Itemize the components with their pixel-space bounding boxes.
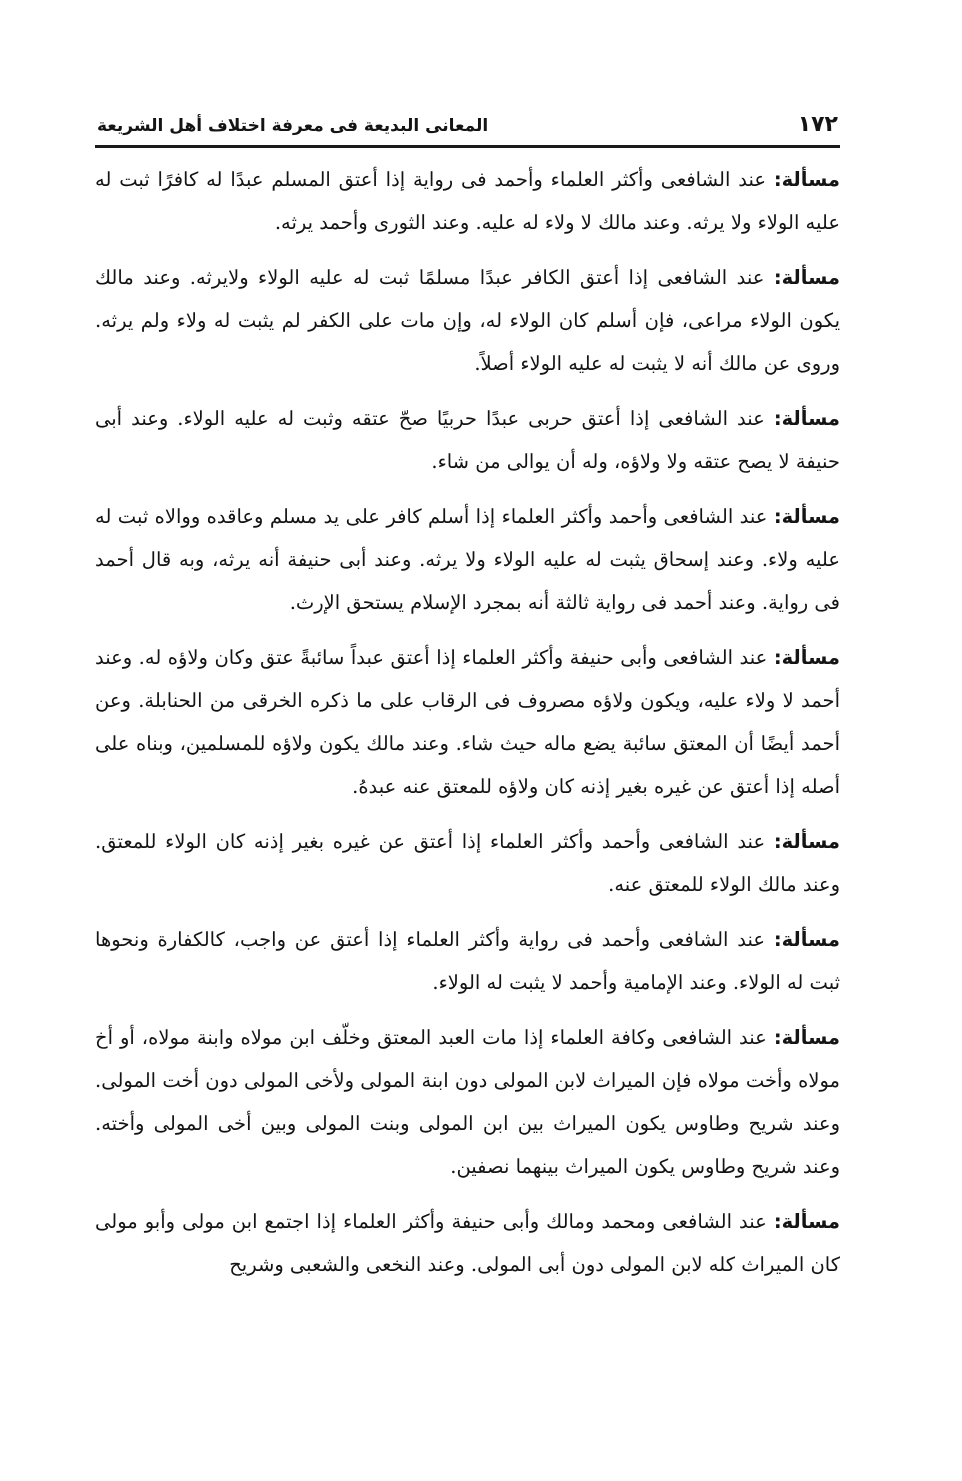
book-title: المعانى البديعة فى معرفة اختلاف أهل الشريعة [97,116,489,136]
issue-label: مسألة: [773,1026,840,1049]
page-body [95,158,840,1286]
page-number: ١٧٢ [797,112,838,137]
issue-label: مسألة: [773,505,840,528]
issue-paragraph [95,256,840,385]
issue-label: مسألة: [773,830,840,853]
issue-label: مسألة: [773,407,840,430]
issue-paragraph [95,495,840,624]
issue-paragraph [95,1016,840,1188]
issue-paragraph [95,918,840,1004]
issue-text: عند الشافعى ومحمد ومالك وأبى حنيفة وأكثر العلماء إذا اجتمع ابن مولى وأبو مولى كان الميراث كله لابن المولى دون أبى المولى. وعند النخعى والشعبى وشريح [95,1210,840,1276]
issue-label: مسألة: [773,1210,840,1233]
issue-paragraph [95,636,840,808]
issue-label: مسألة: [773,168,840,191]
issue-text: عند الشافعى وأبى حنيفة وأكثر العلماء إذا أعتق عبداً سائبةً عتق وكان ولاؤه له. وعند أحمد لا ولاء عليه، ويكون ولاؤه مصروف فى الرقاب على ما ذكره الخرقى من الحنابلة. وعن أحمد أيضًا أن المعتق سائبة يضع ماله حيث شاء. وعند مالك يكون ولاؤه للمسلمين، وبناه على أصله إذا أعتق عن غيره بغير إذنه كان ولاؤه للمعتق عنه عبدهُ. [95,646,840,798]
issue-label: مسألة: [773,928,840,951]
issue-text: عند الشافعى إذا أعتق الكافر عبدًا مسلمًا ثبت له عليه الولاء ولايرثه. وعند مالك يكون الولاء مراعى، فإن أسلم كان الولاء له، وإن مات على الكفر لم يثبت له ولاء ولم يرثه. وروى عن مالك أنه لا يثبت له عليه الولاء أصلاً. [95,266,840,375]
issue-text: عند الشافعى وكافة العلماء إذا مات العبد المعتق وخلّف ابن مولاه وابنة مولاه، أو أخ مولاه وأخت مولاه فإن الميراث لابن المولى دون ابنة المولى ولأخى المولى دون أخت المولى. وعند شريح وطاوس يكون الميراث بين ابن المولى وبنت المولى وبين أخى المولى وأخته. وعند شريح وطاوس يكون الميراث بينهما نصفين. [95,1026,840,1178]
running-header [95,112,840,148]
issue-text: عند الشافعى وأكثر العلماء وأحمد فى رواية إذا أعتق المسلم عبدًا له كافرًا ثبت له عليه الولاء ولا يرثه. وعند مالك لا ولاء له عليه. وعند الثورى وأحمد يرثه. [95,168,840,234]
issue-text: عند الشافعى إذا أعتق حربى عبدًا حربيًا صحّ عتقه وثبت له عليه الولاء. وعند أبى حنيفة لا يصح عتقه ولا ولاؤه، وله أن يوالى من شاء. [95,407,840,473]
issue-label: مسألة: [773,266,840,289]
issue-text: عند الشافعى وأحمد وأكثر العلماء إذا أعتق عن غيره بغير إذنه كان الولاء للمعتق. وعند مالك الولاء للمعتق عنه. [95,830,840,896]
book-page [95,112,840,1452]
issue-paragraph [95,397,840,483]
issue-text: عند الشافعى وأحمد فى رواية وأكثر العلماء إذا أعتق عن واجب، كالكفارة ونحوها ثبت له الولاء. وعند الإمامية وأحمد لا يثبت له الولاء. [95,928,840,994]
issue-label: مسألة: [773,646,840,669]
issue-paragraph [95,158,840,244]
issue-paragraph [95,820,840,906]
issue-paragraph [95,1200,840,1286]
issue-text: عند الشافعى وأحمد وأكثر العلماء إذا أسلم كافر على يد مسلم وعاقده ووالاه ثبت له عليه ولاء. وعند إسحاق يثبت له عليه الولاء ولا يرثه. وعند أبى حنيفة أنه يرثه، وبه قال أحمد فى رواية. وعند أحمد فى رواية ثالثة أنه بمجرد الإسلام يستحق الإرث. [95,505,840,614]
